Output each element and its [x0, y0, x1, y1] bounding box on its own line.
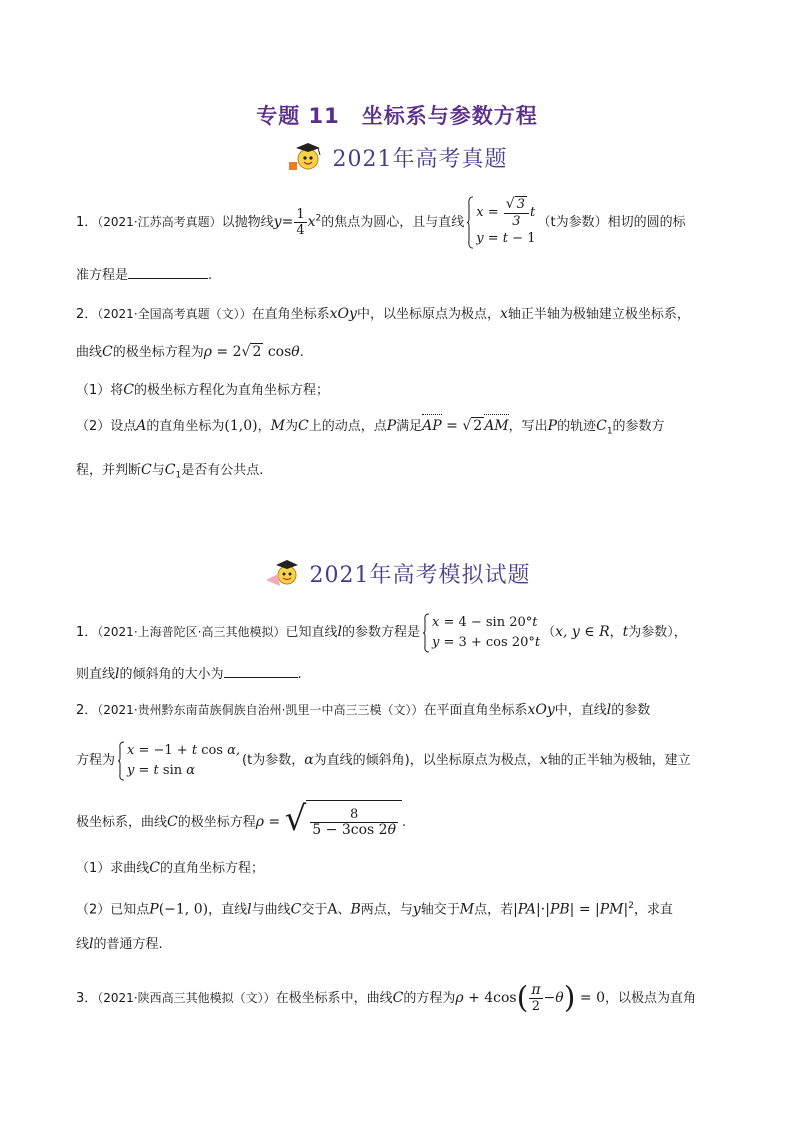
question-exam-2-line2: 曲线C的极坐标方程为ρ = 2√ 2 cosθ.: [76, 344, 304, 360]
question-mock-2-part1: （1）求曲线C的直角坐标方程；: [76, 860, 265, 876]
question-exam-2: 2．（2021·全国高考真题（文））在直角坐标系xOy中，以坐标原点为极点，x轴正半轴为极轴建立极坐标系，: [76, 306, 690, 322]
section-heading-mock: 2021年高考模拟试题: [0, 556, 794, 596]
page-title: 专题 11 坐标系与参数方程: [256, 104, 538, 128]
question-mock-2-line2: 方程为 x = −1 + t cos α, y = t sin α (t为参数，α为直线的倾斜角)，以坐标原点为极点，x轴的正半轴为极轴，建立: [76, 740, 726, 781]
question-mock-3: 3．（2021·陕西高三其他模拟（文））在极坐标系中，曲线C的方程为ρ + 4cos( $\frac{\pi}{2}$ −θ) = 0，以极点为直角: [76, 980, 696, 1016]
line-parametric-system: x = −1 + t cos α, y = t sin α: [117, 741, 240, 781]
line-parametric-system: x = $\frac{√ 3}{3}$ t y = t − 1: [466, 196, 535, 249]
graduate-mascot-icon: [264, 556, 302, 590]
question-mock-2-part2-line2: 线l的普通方程.: [76, 936, 163, 952]
answer-blank[interactable]: [224, 665, 298, 678]
question-exam-2-part2-line2: 程，并判断C与$C_1$是否有公共点.: [76, 462, 264, 481]
line-parametric-system: x = 4 − sin 20°t y = 3 + cos 20°t: [422, 613, 540, 653]
question-exam-1-line2: 准方程是 .: [76, 268, 213, 283]
question-mock-2-line3: 极坐标系，曲线C的极坐标方程ρ = √ $\frac{8}{5 - 3\cos 2\theta}$ .: [76, 800, 726, 845]
question-mock-1: 1．（2021·上海普陀区·高三其他模拟）已知直线l的参数方程是 x = 4 − sin 20°t y = 3 + cos 20°t （x, y ∈ R，t为参数），: [76, 612, 726, 653]
question-exam-2-part2: （2）设点A的直角坐标为(1,0)，M为C上的动点，点P满足AP = √ 2 AM，写出P的轨迹$C_1$的参数方: [76, 418, 665, 437]
answer-blank[interactable]: [128, 266, 208, 279]
question-exam-1: 1．（2021·江苏高考真题）以抛物线y= $\frac{1}{4}$ $x^2$的焦点为圆心，且与直线 x = $\frac{√ 3}{3}$ t y = t − 1 （t为参数）相切的圆的标: [76, 196, 726, 249]
question-mock-2-part2: （2）已知点P(−1, 0)，直线l与曲线C交于A、B两点，与y轴交于M点，若$|PA|\cdot|PB| = |PM|^2$，求直: [76, 901, 673, 918]
question-exam-2-part1: （1）将C的极坐标方程化为直角坐标方程；: [76, 382, 330, 398]
question-mock-2: 2．（2021·贵州黔东南苗族侗族自治州·凯里一中高三三模（文））在平面直角坐标系xOy中，直线l的参数: [76, 702, 651, 718]
question-mock-1-line2: 则直线l的倾斜角的大小为 .: [76, 666, 302, 682]
section-heading-exam: 2021年高考真题: [0, 140, 794, 180]
graduate-mascot-icon: [287, 140, 325, 174]
